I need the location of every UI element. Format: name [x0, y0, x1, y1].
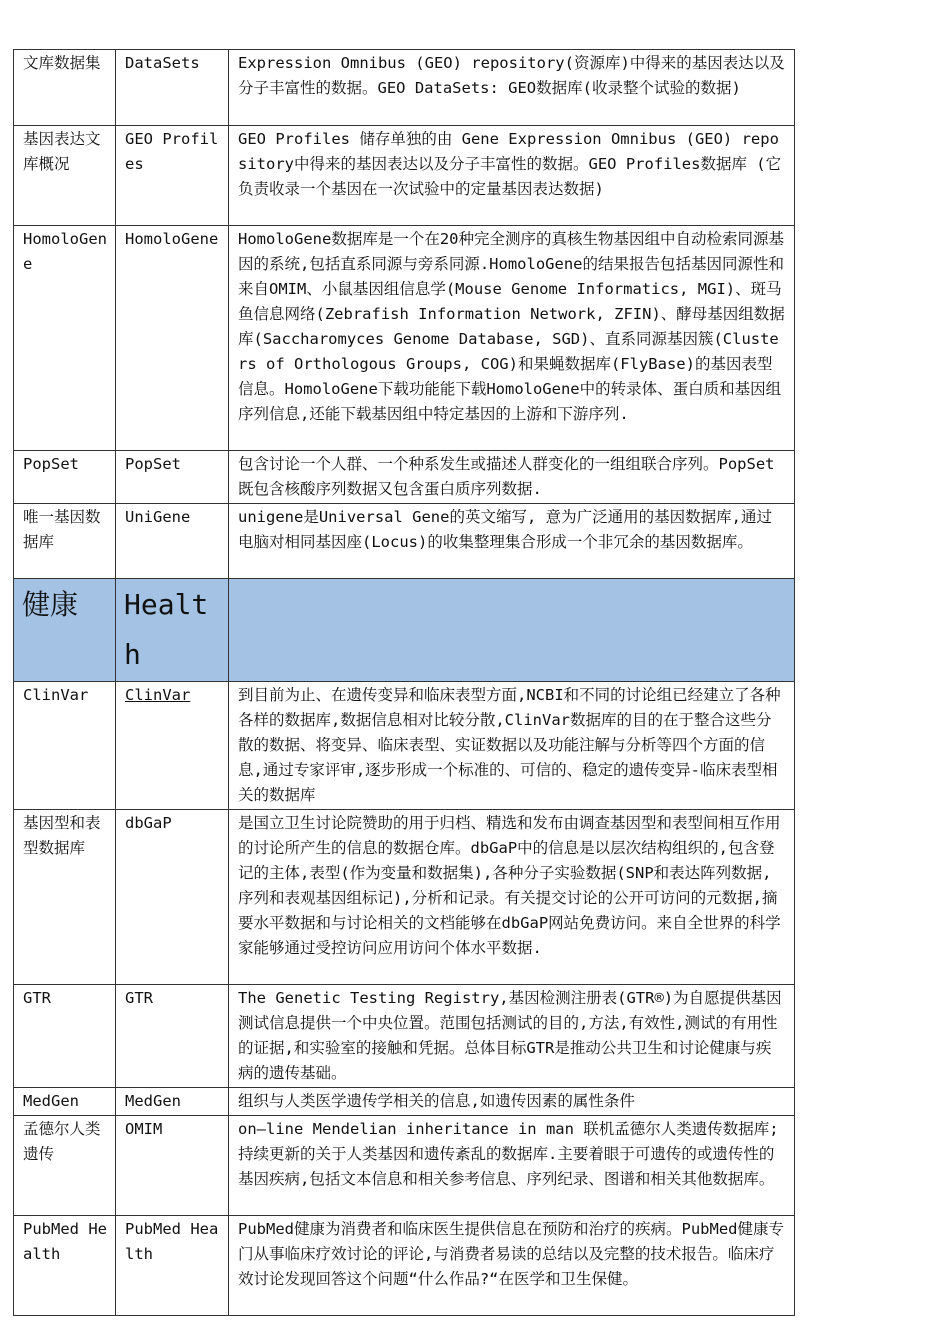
table-row	[14, 451, 795, 504]
db-abbr-cell: UniGene	[116, 504, 229, 579]
db-desc-cell: on—line Mendelian inheritance in man 联机孟德尔人类遗传数据库;持续更新的关于人类基因和遗传紊乱的数据库.主要着眼于可遗传的或遗传性的基因疾病,包括文本信息和相关参考信息、序列纪录、图谱和相关其他数据库。	[229, 1116, 795, 1216]
db-desc-cell: 到目前为止、在遗传变异和临床表型方面,NCBI和不同的讨论组已经建立了各种各样的数据库,数据信息相对比较分散,ClinVar数据库的目的在于整合这些分散的数据、将变异、临床表型、实证数据以及功能注解与分析等四个方面的信息,通过专家评审,逐步形成一个标准的、可信的、稳定的遗传变异-临床表型相关的数据库	[229, 682, 795, 810]
db-abbr-cell: PopSet	[116, 451, 229, 504]
db-name-cell: 基因型和表型数据库	[14, 810, 116, 985]
db-desc-cell: HomoloGene数据库是一个在20种完全测序的真核生物基因组中自动检索同源基因的系统,包括直系同源与旁系同源.HomoloGene的结果报告包括基因同源性和来自OMIM、小鼠基因组信息学(Mouse Genome Informatics, MGI)、斑马鱼信息网络(Zebrafish Information Network, ZFIN)、酵母基因组数据库(Saccharomyces Genome Database, SGD)、直系同源基因簇(Clusters of Orthologous Groups, COG)和果蝇数据库(FlyBase)的基因表型信息。HomoloGene下载功能能下载HomoloGene中的转录体、蛋白质和基因组序列信息,还能下载基因组中特定基因的上游和下游序列.	[229, 226, 795, 451]
db-name-cell: ClinVar	[14, 682, 116, 810]
db-abbr-cell: HomoloGene	[116, 226, 229, 451]
section-header-row	[14, 579, 795, 682]
db-name-cell: 孟德尔人类遗传	[14, 1116, 116, 1216]
db-desc-cell: The Genetic Testing Registry,基因检测注册表(GTR®)为自愿提供基因测试信息提供一个中央位置。范围包括测试的目的,方法,有效性,测试的有用性的证据,和实验室的接触和凭据。总体目标GTR是推动公共卫生和讨论健康与疾病的遗传基础。	[229, 985, 795, 1088]
table-row	[14, 1216, 795, 1316]
table-row	[14, 1088, 795, 1116]
db-abbr-cell: DataSets	[116, 50, 229, 126]
db-abbr-link[interactable]	[116, 682, 229, 810]
database-table	[13, 49, 795, 1316]
section-title: 健康	[14, 579, 116, 682]
db-abbr-cell: OMIM	[116, 1116, 229, 1216]
db-name-cell: PubMed Health	[14, 1216, 116, 1316]
table-row	[14, 50, 795, 126]
db-name-cell: HomoloGene	[14, 226, 116, 451]
section-title-english: Health	[116, 579, 229, 682]
db-abbr-cell: GTR	[116, 985, 229, 1088]
db-name-cell: PopSet	[14, 451, 116, 504]
table-row	[14, 504, 795, 579]
table-row	[14, 810, 795, 985]
db-desc-cell: PubMed健康为消费者和临床医生提供信息在预防和治疗的疾病。PubMed健康专门从事临床疗效讨论的评论,与消费者易读的总结以及完整的技术报告。临床疗效讨论发现回答这个问题“什么作品?“在医学和卫生保健。	[229, 1216, 795, 1316]
db-desc-cell: GEO Profiles 储存单独的由 Gene Expression Omnibus (GEO) repository中得来的基因表达以及分子丰富性的数据。GEO Profiles数据库 (它负责收录一个基因在一次试验中的定量基因表达数据)	[229, 126, 795, 226]
db-name-cell: MedGen	[14, 1088, 116, 1116]
db-name-cell: 文库数据集	[14, 50, 116, 126]
table-row	[14, 1116, 795, 1216]
clinvar-link[interactable]: ClinVar	[125, 686, 191, 704]
db-abbr-cell: GEO Profiles	[116, 126, 229, 226]
db-desc-cell: 包含讨论一个人群、一个种系发生或描述人群变化的一组组联合序列。PopSet既包含核酸序列数据又包含蛋白质序列数据.	[229, 451, 795, 504]
db-desc-cell: Expression Omnibus (GEO) repository(资源库)中得来的基因表达以及分子丰富性的数据。GEO DataSets: GEO数据库(收录整个试验的数据)	[229, 50, 795, 126]
table-row	[14, 985, 795, 1088]
db-abbr-cell: dbGaP	[116, 810, 229, 985]
db-name-cell: 基因表达文库概况	[14, 126, 116, 226]
section-empty-cell	[229, 579, 795, 682]
db-desc-cell: 组织与人类医学遗传学相关的信息,如遗传因素的属性条件	[229, 1088, 795, 1116]
table-row	[14, 226, 795, 451]
db-desc-cell: unigene是Universal Gene的英文缩写, 意为广泛通用的基因数据库,通过电脑对相同基因座(Locus)的收集整理集合形成一个非冗余的基因数据库。	[229, 504, 795, 579]
db-name-cell: 唯一基因数据库	[14, 504, 116, 579]
db-abbr-cell: MedGen	[116, 1088, 229, 1116]
db-desc-cell: 是国立卫生讨论院赞助的用于归档、精选和发布由调查基因型和表型间相互作用的讨论所产生的信息的数据仓库。dbGaP中的信息是以层次结构组织的,包含登记的主体,表型(作为变量和数据集),各种分子实验数据(SNP和表达阵列数据,序列和表观基因组标记),分析和记录。有关提交讨论的公开可访问的元数据,摘要水平数据和与讨论相关的文档能够在dbGaP网站免费访问。来自全世界的科学家能够通过受控访问应用访问个体水平数据.	[229, 810, 795, 985]
db-abbr-cell: PubMed Health	[116, 1216, 229, 1316]
table-row	[14, 682, 795, 810]
table-row	[14, 126, 795, 226]
db-name-cell: GTR	[14, 985, 116, 1088]
